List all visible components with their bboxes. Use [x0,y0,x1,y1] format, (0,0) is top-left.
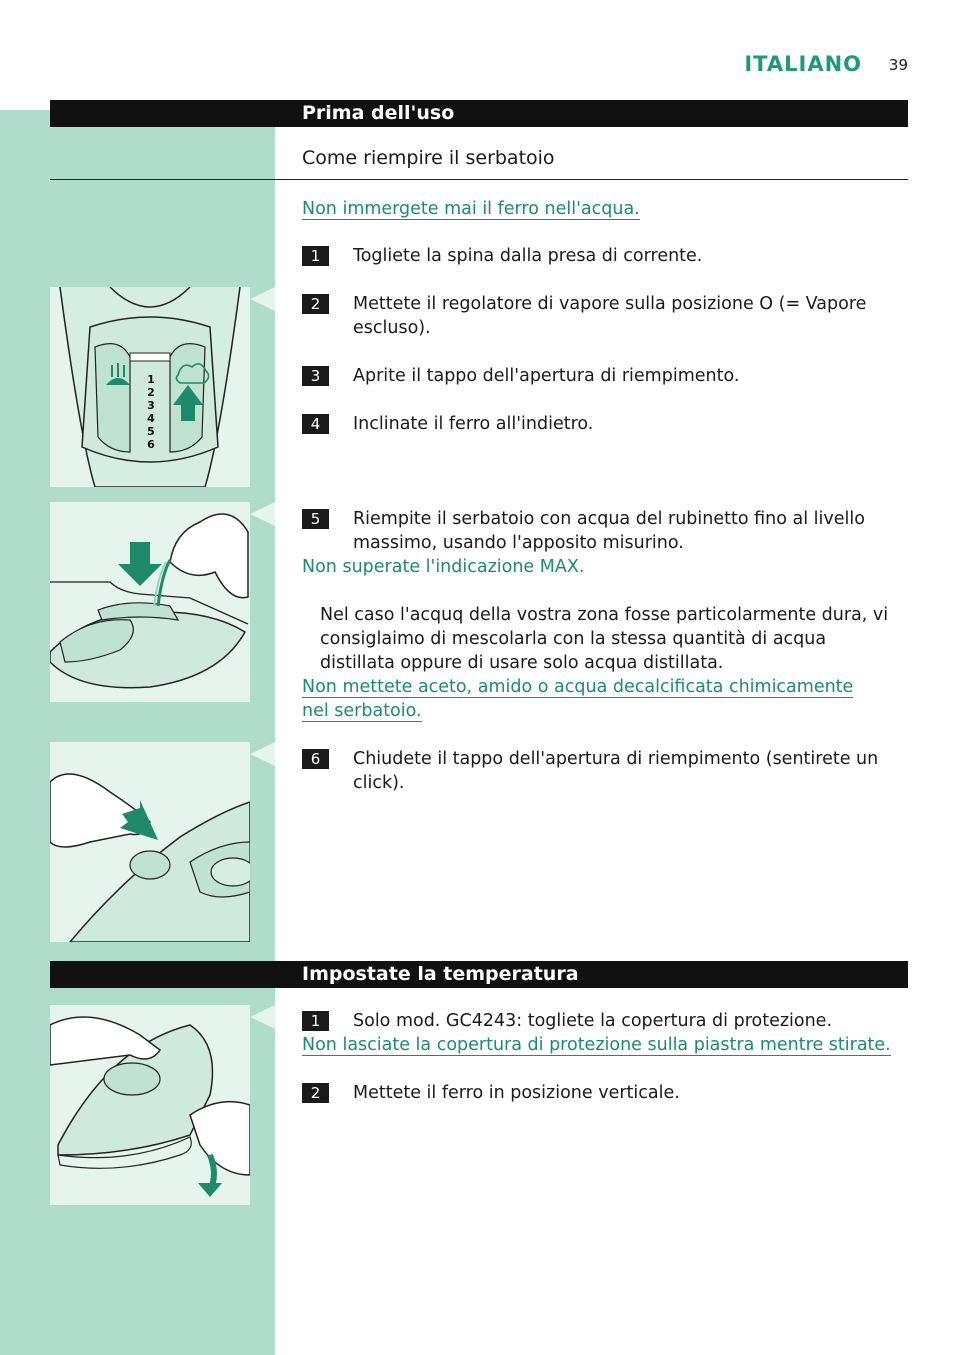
hard-water-text: Nel caso l'acquq della vostra zona fosse particolarmente dura, vi consiglaimo di mescolarla con la stessa quantità di acqua distillata oppure di usare solo acqua distillata. [320,605,889,673]
step-text: Mettete il ferro in posizione verticale. [353,1083,680,1103]
step-number: 4 [302,414,329,434]
pointer-4 [250,1005,275,1035]
pointer-2 [250,502,275,532]
closing-cap-illustration [50,742,250,942]
step-number: 2 [302,1083,329,1103]
step-text: Solo mod. GC4243: togliete la copertura di protezione. [353,1011,833,1031]
step-number: 2 [302,294,329,314]
max-note: Non superate l'indicazione MAX. [302,557,585,577]
warning-note: Non immergete mai il ferro nell'acqua. [302,199,640,219]
subsection-rule [50,179,908,180]
step-number: 1 [302,1011,329,1031]
step-text: Chiudete il tappo dell'apertura di riempimento (sentirete un click). [353,749,879,793]
section-bar-prima [50,100,908,127]
step-number: 6 [302,749,329,769]
step-text: Mettete il regolatore di vapore sulla posizione O (= Vapore escluso). [353,294,867,338]
step-text: Inclinate il ferro all'indietro. [353,414,594,434]
step-number: 1 [302,246,329,266]
section-title: Prima dell'uso [302,102,455,124]
cover-note: Non lasciate la copertura di protezione sulla piastra mentre stirate. [302,1035,891,1055]
section-title: Impostate la temperatura [302,963,579,985]
steam-dial-illustration [50,287,250,487]
step-5 [302,507,872,555]
language-label: ITALIANO [744,52,862,76]
temp-step-1 [302,1009,902,1033]
vinegar-note: Non mettete aceto, amido o acqua decalcificata chimicamente nel serbatoio. [302,677,854,721]
step-number: 3 [302,366,329,386]
step-text: Riempite il serbatoio con acqua del rubinetto fino al livello massimo, usando l'apposito misurino. [353,509,865,553]
step-number: 5 [302,509,329,529]
step-text: Togliete la spina dalla presa di corrente. [353,246,703,266]
temp-step-2 [302,1081,902,1105]
subsection-title: Come riempire il serbatoio [302,147,555,169]
pointer-1 [250,287,275,317]
step-1 [302,244,902,268]
pointer-3 [250,742,275,772]
step-2 [302,292,877,340]
page-number: 39 [888,56,908,74]
filling-illustration [50,502,250,702]
section-bar-temperatura [50,961,908,988]
step-4 [302,412,902,436]
vertical-iron-illustration [50,1005,250,1205]
step-3 [302,364,902,388]
step-6 [302,747,882,795]
step-text: Aprite il tappo dell'apertura di riempimento. [353,366,740,386]
dial-scale: 1 2 3 4 5 6 [147,373,155,451]
